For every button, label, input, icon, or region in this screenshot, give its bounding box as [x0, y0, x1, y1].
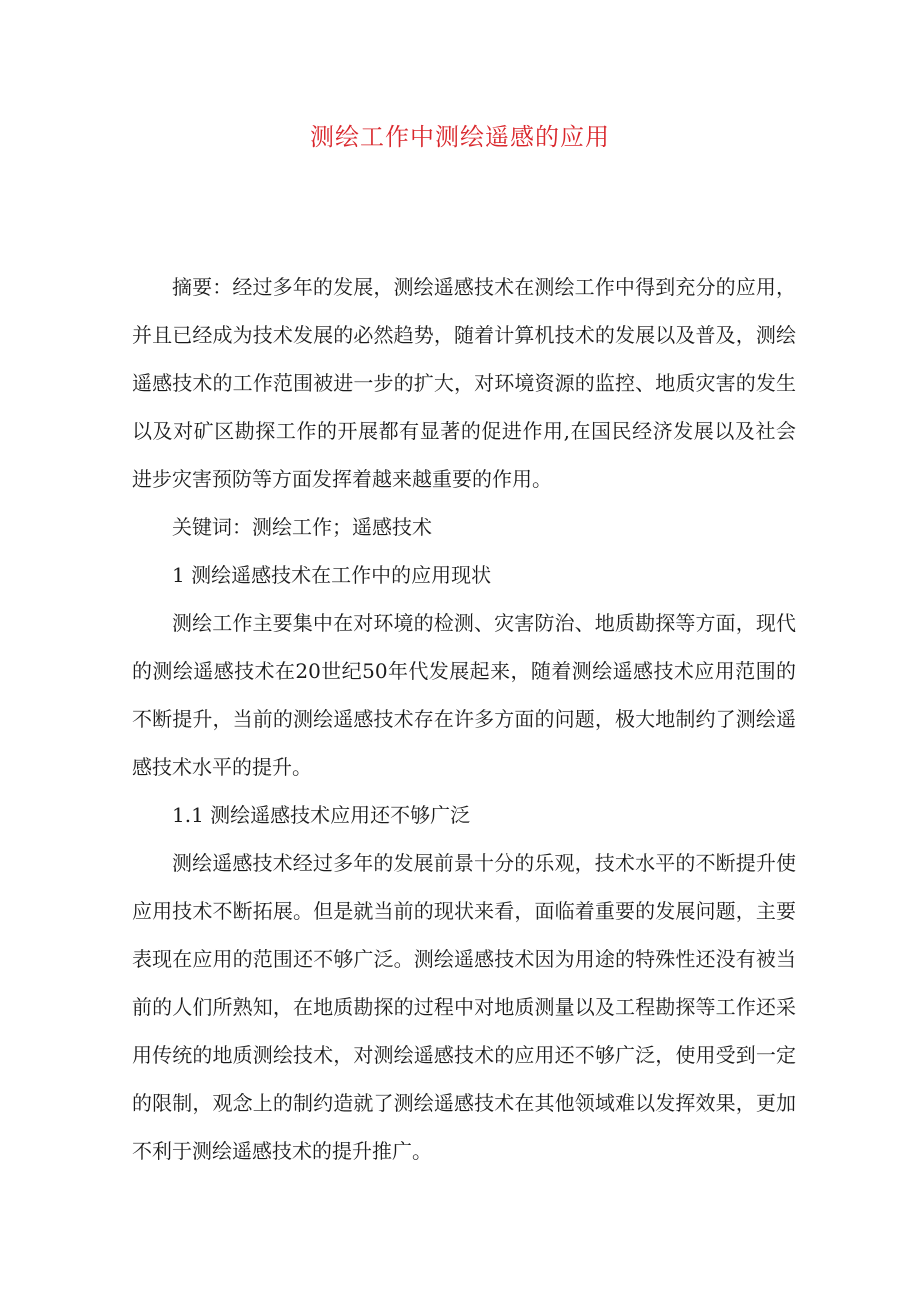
section-heading-1: 1 测绘遥感技术在工作中的应用现状: [172, 563, 492, 587]
section-heading-1-1: 1.1 测绘遥感技术应用还不够广泛: [172, 803, 471, 827]
keywords-paragraph: 关键词：测绘工作；遥感技术: [172, 515, 432, 539]
abstract-paragraph: 摘要：经过多年的发展，测绘遥感技术在测绘工作中得到充分的应用，并且已经成为技术发展的必然趋势，随着计算机技术的发展以及普及，测绘遥感技术的工作范围被进一步的扩大，对环境资源的监控、地质灾害的发生以及对矿区勘探工作的开展都有显著的促进作用,在国民经济发展以及社会进步灾害预防等方面发挥着越来越重要的作用。: [132, 275, 796, 491]
body-paragraph: 测绘工作主要集中在对环境的检测、灾害防治、地质勘探等方面，现代的测绘遥感技术在20世纪50年代发展起来，随着测绘遥感技术应用范围的不断提升，当前的测绘遥感技术存在许多方面的问题，极大地制约了测绘遥感技术水平的提升。: [132, 611, 796, 779]
document-body: [132, 263, 796, 1175]
body-paragraph: 测绘遥感技术经过多年的发展前景十分的乐观，技术水平的不断提升使应用技术不断拓展。但是就当前的现状来看，面临着重要的发展问题，主要表现在应用的范围还不够广泛。测绘遥感技术因为用途的特殊性还没有被当前的人们所熟知，在地质勘探的过程中对地质测量以及工程勘探等工作还采用传统的地质测绘技术，对测绘遥感技术的应用还不够广泛，使用受到一定的限制，观念上的制约造就了测绘遥感技术在其他领域难以发挥效果，更加不利于测绘遥感技术的提升推广。: [132, 851, 796, 1163]
document-title: 测绘工作中测绘遥感的应用: [310, 123, 610, 151]
